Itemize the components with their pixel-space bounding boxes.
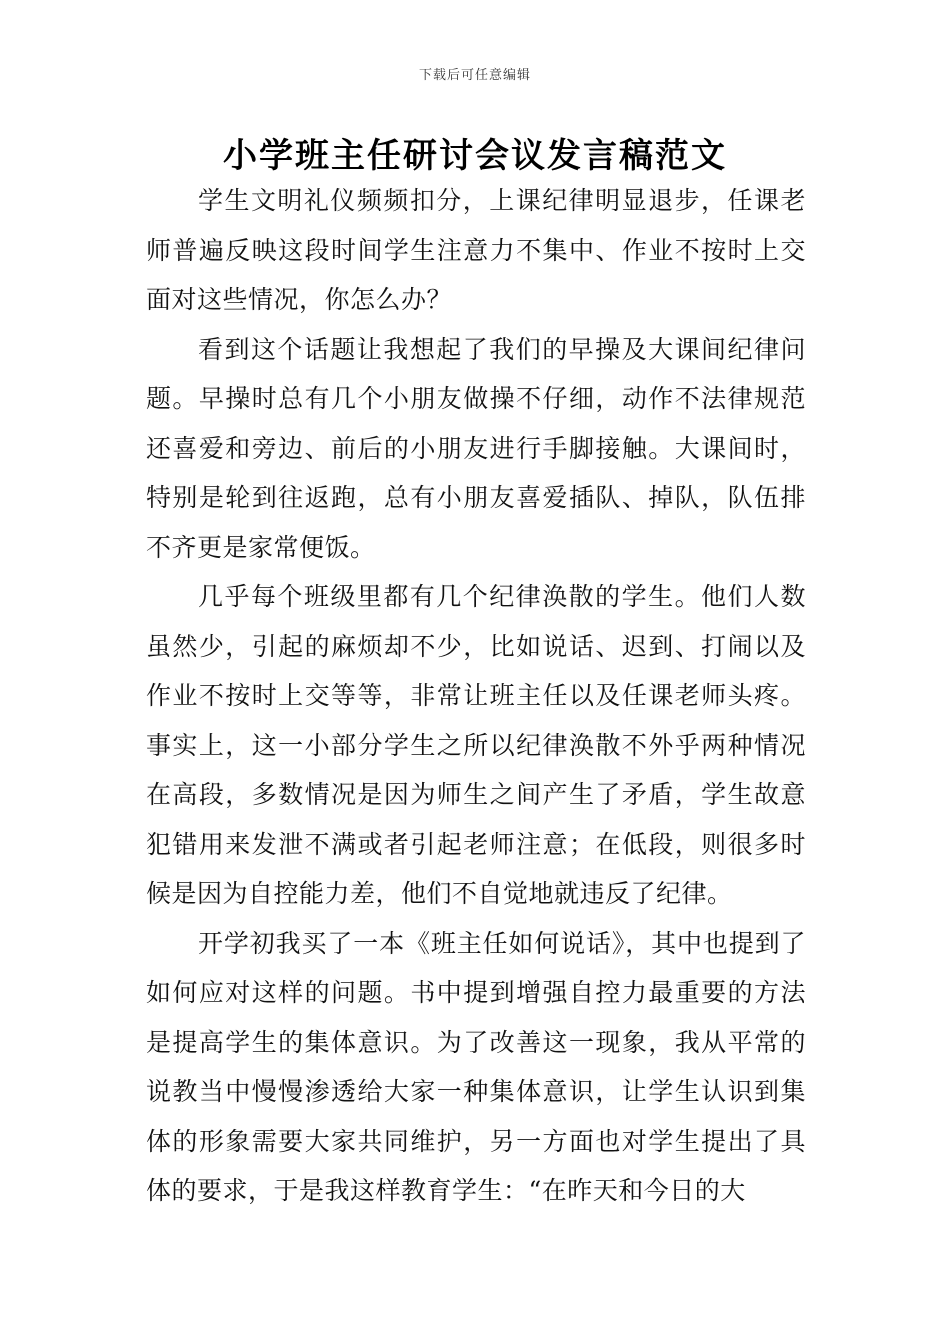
paragraph-3: 几乎每个班级里都有几个纪律涣散的学生。他们人数虽然少，引起的麻烦却不少，比如说话、迟到、打闹以及作业不按时上交等等，非常让班主任以及任课老师头疼。事实上，这一小部分学生之所以纪律涣散不外乎两种情况在高段，多数情况是因为师生之间产生了矛盾，学生故意犯错用来发泄不满或者引起老师注意；在低段，则很多时候是因为自控能力差，他们不自觉地就违反了纪律。 [146,582,806,908]
document-title: 小学班主任研讨会议发言稿范文 [223,136,727,176]
document-body [146,176,806,1216]
paragraph-1: 学生文明礼仪频频扣分，上课纪律明显退步，任课老师普遍反映这段时间学生注意力不集中、作业不按时上交面对这些情况，你怎么办？ [146,186,806,314]
paragraph-2: 看到这个话题让我想起了我们的早操及大课间纪律问题。早操时总有几个小朋友做操不仔细，动作不法律规范还喜爱和旁边、前后的小朋友进行手脚接触。大课间时，特别是轮到往返跑，总有小朋友喜爱插队、掉队，队伍排不齐更是家常便饭。 [146,334,806,562]
paragraph-4: 开学初我买了一本《班主任如何说话》，其中也提到了如何应对这样的问题。书中提到增强自控力最重要的方法是提高学生的集体意识。为了改善这一现象，我从平常的说教当中慢慢渗透给大家一种集体意识，让学生认识到集体的形象需要大家共同维护，另一方面也对学生提出了具体的要求，于是我这样教育学生：“在昨天和今日的大 [146,928,806,1205]
header-note: 下载后可任意编辑 [418,68,531,83]
